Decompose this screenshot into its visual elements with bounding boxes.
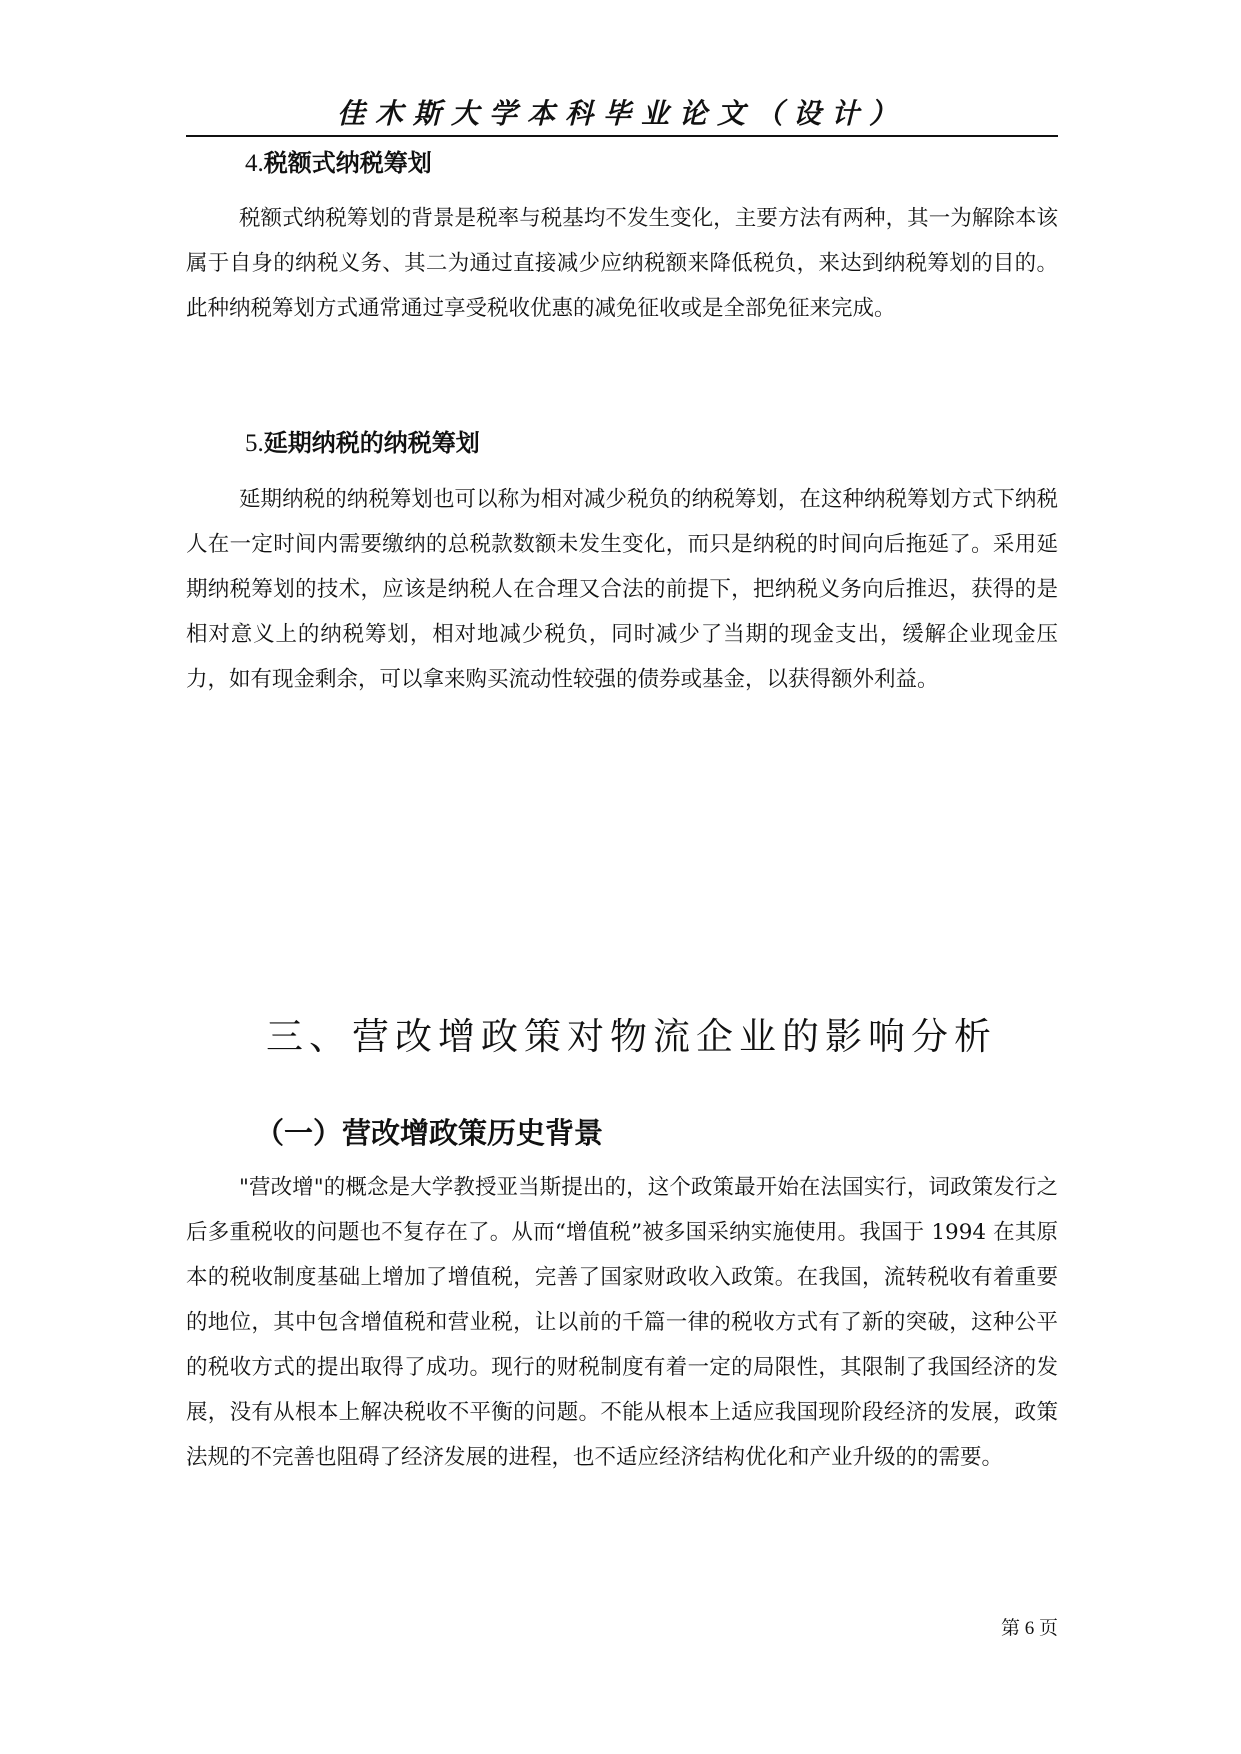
section-5-heading-text: 延期纳税的纳税筹划 xyxy=(263,429,480,457)
section-4-paragraph: 税额式纳税筹划的背景是税率与税基均不发生变化，主要方法有两种，其一为解除本该属于自身的纳税义务、其二为通过直接减少应纳税额来降低税负，来达到纳税筹划的目的。此种纳税筹划方式通常通过享受税收优惠的减免征收或是全部免征来完成。 xyxy=(186,206,1058,321)
chapter-paragraph: "营改增"的概念是大学教授亚当斯提出的，这个政策最开始在法国实行，词政策发行之后多重税收的问题也不复存在了。从而“增值税”被多国采纳实施使用。我国于 1994 在其原本的税收制度基础上增加了增值税，完善了国家财政收入政策。在我国，流转税收有着重要的地位，其中包含增值税和营业税，让以前的千篇一律的税收方式有了新的突破，这种公平的税收方式的提出取得了成功。现行的财税制度有着一定的局限性，其限制了我国经济的发展，没有从根本上解决税收不平衡的问题。不能从根本上适应我国现阶段经济的发展，政策法规的不完善也阻碍了经济发展的进程，也不适应经济结构优化和产业升级的的需要。 xyxy=(186,1175,1058,1470)
header-divider xyxy=(186,135,1058,137)
section-5-number: 5. xyxy=(245,430,264,457)
section-4-heading-text: 税额式纳税筹划 xyxy=(263,149,432,177)
page-number: 第 6 页 xyxy=(1000,1618,1058,1639)
section-4-number: 4. xyxy=(245,150,264,177)
running-header-title: 佳木斯大学本科毕业论文（设计） xyxy=(336,97,907,130)
chapter-title: 三、营改增政策对物流企业的影响分析 xyxy=(266,1015,997,1058)
section-4-heading xyxy=(245,148,432,179)
section-5-heading xyxy=(245,428,480,459)
section-5-paragraph: 延期纳税的纳税筹划也可以称为相对减少税负的纳税筹划，在这种纳税筹划方式下纳税人在一定时间内需要缴纳的总税款数额未发生变化，而只是纳税的时间向后拖延了。采用延期纳税筹划的技术，应该是纳税人在合理又合法的前提下，把纳税义务向后推迟，获得的是相对意义上的纳税筹划，相对地减少税负，同时减少了当期的现金支出，缓解企业现金压力，如有现金剩余，可以拿来购买流动性较强的债券或基金，以获得额外利益。 xyxy=(186,487,1058,692)
subsection-title: （一）营改增政策历史背景 xyxy=(255,1116,604,1150)
